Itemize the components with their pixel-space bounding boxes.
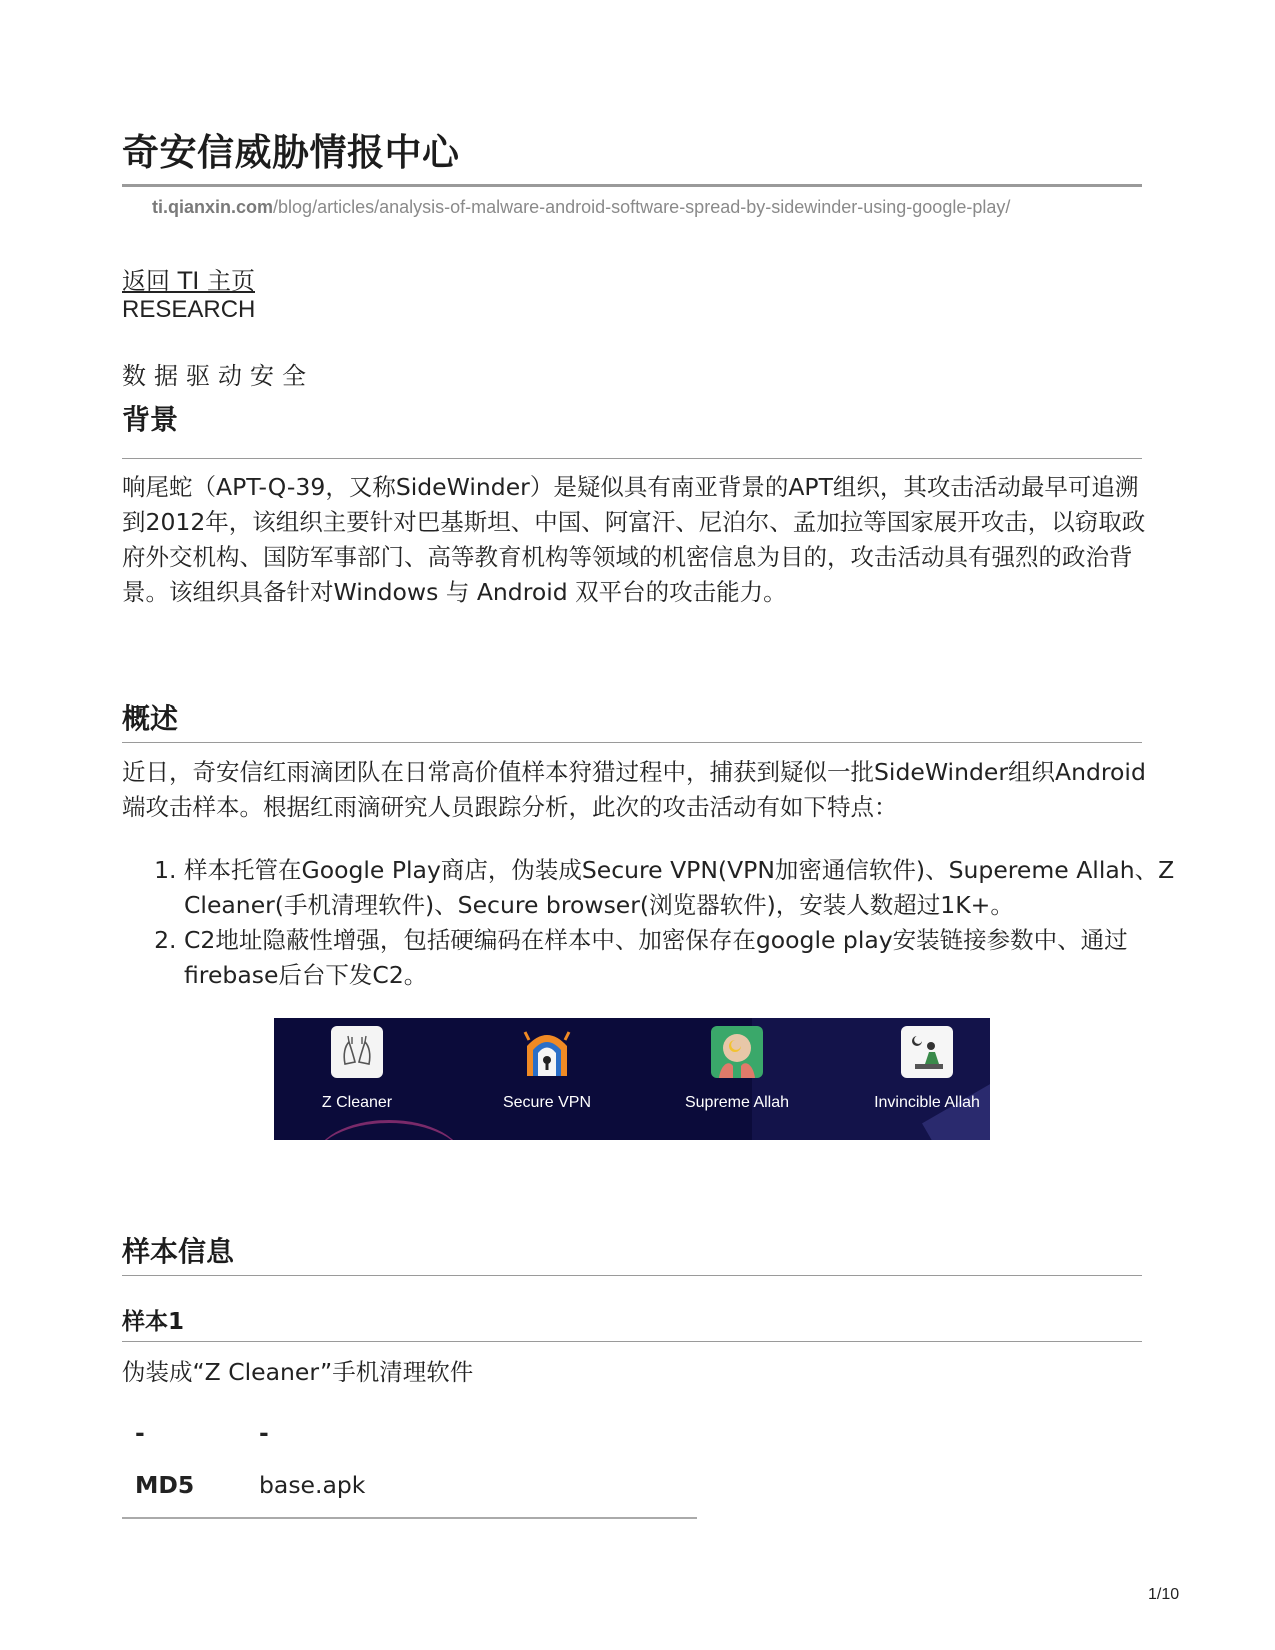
feature-list bbox=[122, 853, 1209, 993]
overview-paragraph: 近日，奇安信红雨滴团队在日常高价值样本狩猎过程中，捕获到疑似一批SideWinder组织Android端攻击样本。根据红雨滴研究人员跟踪分析，此次的攻击活动有如下特点： bbox=[122, 758, 1146, 821]
app-secure-vpn bbox=[472, 1026, 622, 1112]
feature-item-1: 1. 样本托管在Google Play商店，伪装成Secure VPN(VPN加密通信软件)、Supereme Allah、Z Cleaner(手机清理软件)、Secure browser(浏览器软件)，安装人数超过1K+。 bbox=[184, 853, 1209, 923]
overview-divider bbox=[122, 742, 1142, 743]
table-value: base.apk bbox=[259, 1471, 366, 1499]
back-to-ti-home-link[interactable]: 返回 TI 主页 bbox=[122, 267, 255, 295]
table-key: MD5 bbox=[135, 1471, 195, 1499]
prayer-icon bbox=[711, 1026, 763, 1078]
table-divider bbox=[122, 1517, 697, 1519]
sample1-divider bbox=[122, 1341, 1142, 1342]
table-key: - bbox=[135, 1419, 145, 1447]
app-invincible-allah bbox=[852, 1026, 990, 1112]
page-number: 1/10 bbox=[1148, 1586, 1180, 1603]
app-label-invincible-allah: Invincible Allah bbox=[874, 1094, 980, 1111]
prayer-mat-icon bbox=[901, 1026, 953, 1078]
tagline: 数据驱动安全 bbox=[122, 362, 314, 390]
table-row bbox=[122, 1419, 697, 1471]
url-path: /blog/articles/analysis-of-malware-android-software-spread-by-sidewinder-using-google-play/ bbox=[273, 197, 1011, 217]
overview-heading: 概述 bbox=[122, 702, 179, 735]
app-label-secure-vpn: Secure VPN bbox=[502, 1094, 592, 1111]
hands-icon bbox=[331, 1026, 383, 1078]
table-value: - bbox=[259, 1419, 269, 1447]
malicious-apps-screenshot bbox=[274, 1018, 990, 1140]
app-supreme-allah bbox=[662, 1026, 812, 1112]
background-divider bbox=[122, 458, 1142, 459]
background-heading: 背景 bbox=[122, 403, 179, 436]
category-label: RESEARCH bbox=[122, 296, 256, 323]
table-row bbox=[122, 1471, 697, 1523]
site-title: 奇安信威胁情报中心 bbox=[122, 131, 460, 174]
app-label-z-cleaner: Z Cleaner bbox=[321, 1094, 393, 1111]
sample1-table bbox=[122, 1419, 697, 1523]
vpn-lock-icon bbox=[521, 1026, 573, 1078]
url-domain: ti.qianxin.com bbox=[152, 197, 274, 217]
background-paragraph: 响尾蛇（APT-Q-39，又称SideWinder）是疑似具有南亚背景的APT组织，其攻击活动最早可追溯到2012年，该组织主要针对巴基斯坦、中国、阿富汗、尼泊尔、孟加拉等国家展开攻击，以窃取政府外交机构、国防军事部门、高等教育机构等领域的机密信息为目的，攻击活动具有强烈的政治背景。该组织具备针对Windows 与 Android 双平台的攻击能力。 bbox=[122, 473, 1146, 606]
samples-divider bbox=[122, 1275, 1142, 1276]
page-url[interactable] bbox=[152, 197, 1010, 218]
sample1-description: 伪装成“Z Cleaner”手机清理软件 bbox=[122, 1358, 474, 1386]
app-label-supreme-allah: Supreme Allah bbox=[684, 1094, 790, 1111]
app-z-cleaner bbox=[282, 1026, 432, 1112]
sample1-heading: 样本1 bbox=[122, 1309, 185, 1335]
samples-heading: 样本信息 bbox=[122, 1235, 235, 1268]
feature-item-2: 2. C2地址隐蔽性增强，包括硬编码在样本中、加密保存在google play安装链接参数中、通过firebase后台下发C2。 bbox=[184, 923, 1209, 993]
title-divider bbox=[122, 184, 1142, 187]
